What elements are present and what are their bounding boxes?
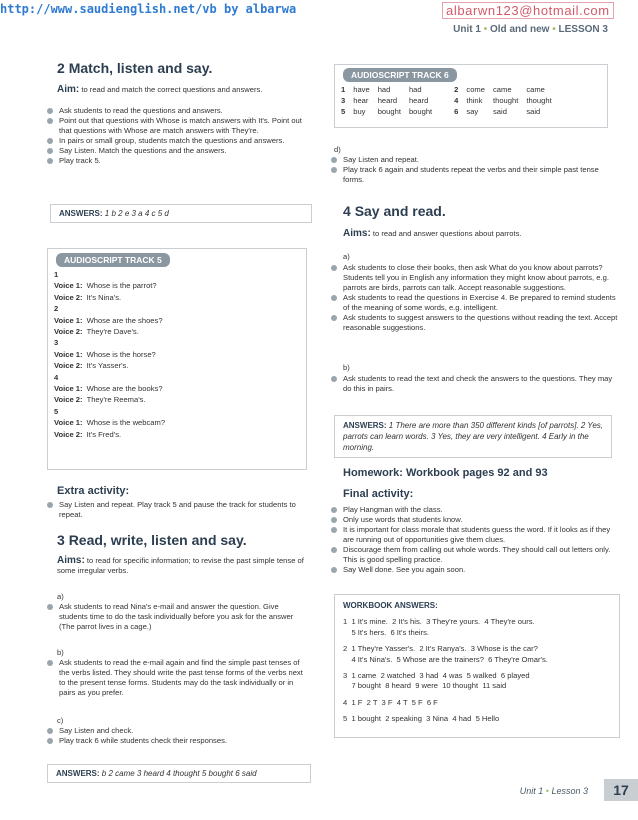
audioscript-cell: 1 [341, 85, 346, 94]
audioscript-line [48, 394, 306, 405]
spoken-text: Whose is the horse? [86, 349, 156, 359]
list-item: It is important for class morale that students guess the word. If it looks as if they are running out of opportunities give them clues. [331, 525, 621, 545]
speaker-label: Voice 2: [54, 395, 83, 405]
section3-b-label: b) [57, 648, 64, 657]
audioscript-row [337, 95, 556, 106]
header-unit: Unit 1 [453, 24, 481, 35]
audioscript-cell: said [492, 107, 507, 116]
header-bullet-2: • [552, 24, 556, 35]
audioscript-line [48, 269, 306, 280]
audioscript-cell: come [466, 85, 485, 94]
section3-a-bullets [47, 602, 309, 632]
audioscript-track5 [47, 248, 307, 470]
spoken-text: Whose are the shoes? [86, 315, 163, 325]
line-number: 1 [54, 270, 59, 279]
line-number: 5 [54, 406, 59, 416]
section2-title: Match, listen and say. [68, 60, 213, 76]
audioscript-cell: 5 [341, 107, 346, 116]
section2-answers-box [50, 204, 312, 223]
workbook-row: 2 1 They're Yasser's. 2 It's Ranya's. 3 Whose is the car? [343, 644, 538, 654]
section3d-bullets [331, 155, 621, 185]
audioscript-cell: 2 [454, 85, 459, 94]
workbook-rows [343, 617, 611, 724]
audioscript-line [48, 417, 306, 428]
audioscript-cell: had [377, 85, 391, 94]
audioscript-cell: think [466, 96, 483, 105]
section3-a-label: a) [57, 592, 64, 601]
speaker-label: Voice 2: [54, 361, 83, 371]
header-bullet: • [483, 24, 488, 35]
audioscript-line [48, 337, 306, 348]
workbook-answers-box [334, 594, 620, 738]
audioscript-line [48, 383, 306, 394]
audioscript-tab: AUDIOSCRIPT TRACK 5 [56, 253, 170, 267]
spoken-text: It's Nina's. [86, 292, 122, 302]
audioscript-cell: thought [526, 96, 552, 105]
speaker-label: Voice 1: [54, 281, 83, 291]
page-number: 17 [604, 779, 638, 801]
workbook-title: WORKBOOK ANSWERS: [343, 601, 438, 610]
workbook-row: 4 1 F 2 T 3 F 4 T 5 F 6 F [343, 697, 438, 707]
audioscript-row [337, 84, 556, 95]
final-activity-title: Final activity: [343, 488, 414, 500]
section2-aim [57, 84, 307, 95]
list-item: Play track 6 again and students repeat the verbs and their simple past tense forms. [331, 165, 621, 185]
section3-answers-box [47, 764, 311, 783]
section2-bullets [47, 106, 309, 166]
section4-aim [343, 228, 613, 239]
list-item: Ask students to read the questions and answers. [47, 106, 309, 116]
spoken-text: It's Yasser's. [86, 361, 129, 371]
aim-text: to read and match the correct questions and answers. [81, 85, 263, 94]
answers-text: b 2 came 3 heard 4 thought 5 bought 6 said [101, 769, 257, 778]
list-item: Ask students to read the questions in Exercise 4. Be prepared to remind students of the meaning of some words, e.g. intelligent. [331, 293, 621, 313]
audioscript-line [48, 406, 306, 417]
aim-label: Aims: [343, 228, 371, 239]
audioscript-cell: hear [353, 96, 369, 105]
aim-label: Aim: [57, 84, 80, 95]
audioscript-cell: heard [377, 96, 398, 105]
spoken-text: Whose is the parrot? [86, 281, 157, 291]
audioscript-lines [48, 269, 306, 440]
footer-bullet: • [545, 786, 549, 796]
audioscript-table [337, 84, 556, 117]
workbook-row: 7 bought 8 heard 9 were 10 thought 11 said [343, 681, 507, 691]
list-item: Ask students to close their books, then ask What do you know about parrots? Students tell you in English any information they might know about parrots, e.g. parrots are birds, parrots can talk. Accept reasonable suggestions. [331, 263, 621, 293]
list-item: Ask students to read Nina's e-mail and answer the question. Give students time to do the task individually before you ask for the answer (The parrot lives in a cage.) [47, 602, 309, 632]
spoken-text: It's Fred's. [86, 429, 122, 439]
header-lesson: LESSON 3 [558, 24, 608, 35]
audioscript-cell: came [526, 85, 545, 94]
section4-a-bullets [331, 263, 621, 333]
audioscript-row [337, 106, 556, 117]
footer-lesson: Lesson 3 [551, 786, 588, 796]
audioscript-cell: said [526, 107, 541, 116]
section3-heading [57, 532, 247, 548]
line-number: 4 [54, 372, 59, 382]
list-item: Point out that questions with Whose is match answers with It's. Point out that questions with Whose are match answers with They're. [47, 116, 309, 136]
aim-text: to read for specific information; to revise the past simple tense of some irregular verbs. [57, 556, 304, 575]
audioscript-line [48, 372, 306, 383]
audioscript-line [48, 349, 306, 360]
audioscript-line [48, 315, 306, 326]
speaker-label: Voice 2: [54, 327, 83, 337]
section3-aim [57, 556, 307, 576]
audioscript-cell: say [466, 107, 479, 116]
answers-text: 1 b 2 e 3 a 4 c 5 d [104, 209, 169, 218]
audioscript-cell: buy [353, 107, 366, 116]
audioscript-cell: 4 [454, 96, 459, 105]
spoken-text: Whose are the books? [86, 384, 163, 394]
section3d-label: d) [334, 145, 341, 154]
audioscript-cell: heard [408, 96, 429, 105]
extra-activity-bullets [47, 500, 297, 520]
audioscript-cell: thought [492, 96, 519, 105]
section4-num: 4 [343, 203, 351, 219]
list-item: Ask students to read the text and check the answers to the questions. They may do this in pairs. [331, 374, 621, 394]
list-item: Say Listen. Match the questions and the answers. [47, 146, 309, 156]
audioscript-cell: had [408, 85, 422, 94]
section4-b-label: b) [343, 363, 350, 372]
list-item: Play track 6 while students check their responses. [47, 736, 309, 746]
audioscript-tab: AUDIOSCRIPT TRACK 6 [343, 68, 457, 82]
page-footer [520, 786, 588, 796]
audioscript-cell: 3 [341, 96, 346, 105]
list-item: Discourage them from calling out whole words. They should call out letters only. This is good spelling practice. [331, 545, 621, 565]
audioscript-line [48, 326, 306, 337]
list-item: Say Listen and repeat. [331, 155, 621, 165]
watermark-url: http://www.saudienglish.net/vb by albarwa [0, 2, 297, 16]
answers-text: 1 There are more than 350 different kinds [of parrots]. 2 Yes, parrots can learn words. 3 Yes, they are very intelligent. 4 Early in the morning. [343, 421, 603, 452]
audioscript-cell: came [492, 85, 512, 94]
audioscript-cell: 6 [454, 107, 459, 116]
workbook-row: 1 1 It's mine. 2 It's his. 3 They're yours. 4 They're ours. [343, 617, 535, 627]
section3-b-bullets [47, 658, 309, 698]
aim-label: Aims: [57, 555, 85, 566]
audioscript-line [48, 429, 306, 440]
section3-c-bullets [47, 726, 309, 746]
workbook-row: 4 It's Nina's. 5 Whose are the trainers? 6 They're Omar's. [343, 654, 548, 664]
list-item: Say Well done. See you again soon. [331, 565, 621, 575]
list-item: Ask students to suggest answers to the questions without reading the text. Accept reasonable suggestions. [331, 313, 621, 333]
spoken-text: They're Dave's. [86, 327, 139, 337]
aim-text: to read and answer questions about parrots. [372, 229, 522, 238]
list-item: Play Hangman with the class. [331, 505, 621, 515]
audioscript-cell: have [353, 85, 370, 94]
section4-a-label: a) [343, 252, 350, 261]
workbook-row: 5 It's hers. 6 It's theirs. [343, 627, 430, 637]
audioscript-line [48, 360, 306, 371]
workbook-row: 5 1 bought 2 speaking 3 Nina 4 had 5 Hello [343, 714, 500, 724]
homework-title: Homework: Workbook pages 92 and 93 [343, 467, 548, 479]
answers-label: ANSWERS: [56, 769, 100, 778]
section3-c-label: c) [57, 716, 64, 725]
audioscript-line [48, 303, 306, 314]
section4-answers-box [334, 415, 612, 458]
page-header [453, 24, 608, 35]
header-title: Old and new [490, 24, 550, 35]
speaker-label: Voice 1: [54, 349, 83, 359]
extra-activity-title: Extra activity: [57, 485, 130, 497]
audioscript-cell: bought [377, 107, 401, 116]
spoken-text: They're Reema's. [86, 395, 146, 405]
final-activity-bullets [331, 505, 621, 575]
answers-label: ANSWERS: [343, 421, 387, 430]
speaker-label: Voice 1: [54, 315, 83, 325]
spoken-text: Whose is the webcam? [86, 418, 166, 428]
list-item: Say Listen and check. [47, 726, 309, 736]
answers-label: ANSWERS: [59, 209, 103, 218]
section4-title: Say and read. [354, 203, 446, 219]
speaker-label: Voice 2: [54, 292, 83, 302]
line-number: 2 [54, 304, 59, 314]
list-item: Only use words that students know. [331, 515, 621, 525]
list-item: Play track 5. [47, 156, 309, 166]
watermark-email: albarwn123@hotmail.com [442, 2, 614, 19]
audioscript-cell: bought [408, 107, 433, 116]
section2-heading [57, 60, 212, 76]
speaker-label: Voice 1: [54, 418, 83, 428]
line-number: 3 [54, 338, 59, 348]
list-item: In pairs or small group, students match the questions and answers. [47, 136, 309, 146]
section3-num: 3 [57, 532, 65, 548]
section2-num: 2 [57, 60, 65, 76]
footer-unit: Unit 1 [519, 786, 544, 796]
speaker-label: Voice 1: [54, 384, 83, 394]
section4-b-bullets [331, 374, 621, 394]
section3-title: Read, write, listen and say. [68, 532, 247, 548]
list-item: Ask students to read the e-mail again and find the simple past tenses of the verbs listed. They should write the past tense forms of the verbs next to the present tense forms. Students may do the task individually or in pairs as you prefer. [47, 658, 309, 698]
workbook-row: 3 1 came 2 watched 3 had 4 was 5 walked 6 played [343, 671, 530, 681]
speaker-label: Voice 2: [54, 429, 83, 439]
audioscript-line [48, 292, 306, 303]
audioscript-track6 [334, 64, 608, 128]
section4-heading [343, 203, 446, 219]
audioscript-line [48, 280, 306, 291]
list-item: Say Listen and repeat. Play track 5 and pause the track for students to repeat. [47, 500, 297, 520]
